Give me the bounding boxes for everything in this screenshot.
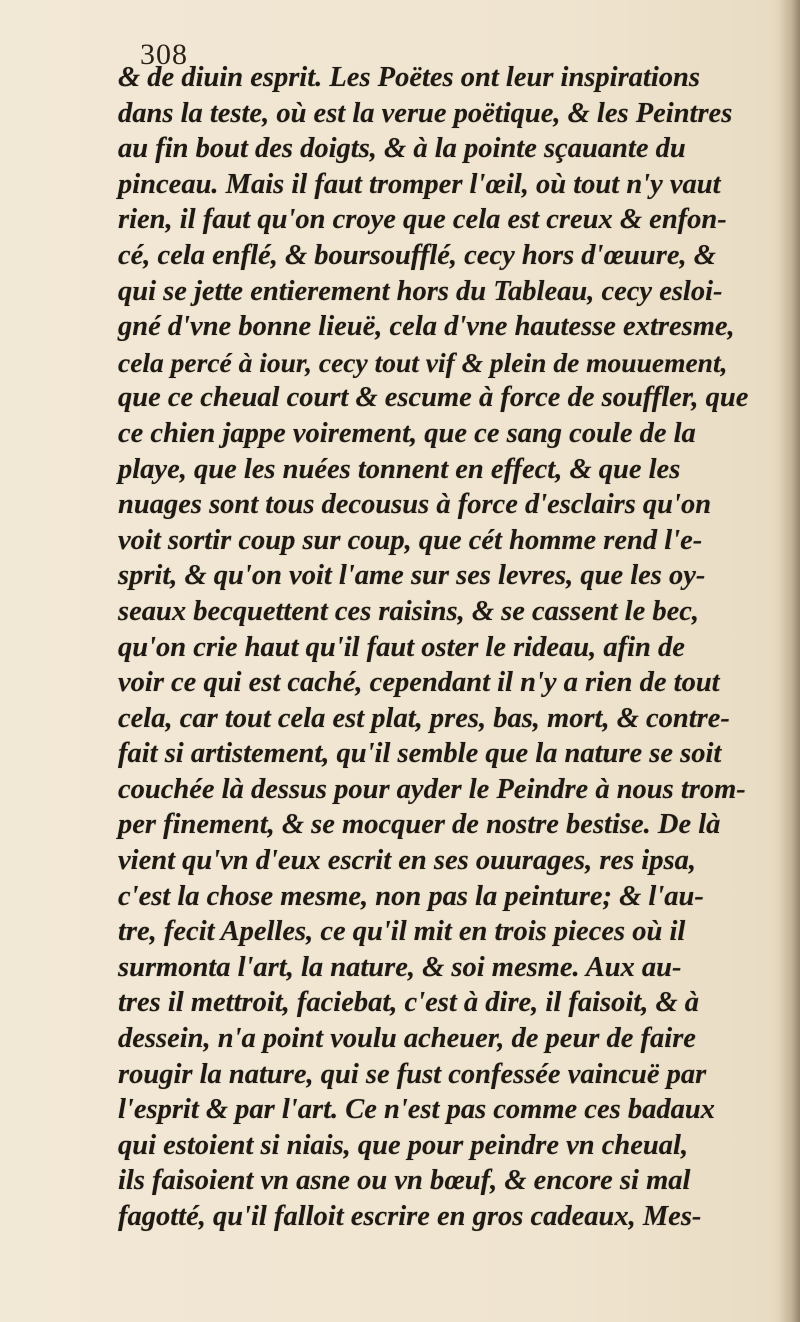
text-line: tre, fecit Apelles, ce qu'il mit en trois pieces où il	[118, 916, 686, 948]
text-line: sprit, & qu'on voit l'ame sur ses levres, que les oy-	[118, 560, 706, 592]
text-line: qui estoient si niais, que pour peindre vn cheual,	[118, 1129, 689, 1161]
text-line: ils faisoient vn asne ou vn bœuf, & encore si mal	[118, 1165, 691, 1197]
text-line: fait si artistement, qu'il semble que la nature se soit	[118, 738, 722, 770]
text-line: dans la teste, où est la verue poëtique, & les Peintres	[118, 97, 733, 129]
text-line: cé, cela enflé, & boursoufflé, cecy hors d'œuure, &	[118, 239, 716, 271]
text-line: couchée là dessus pour ayder le Peindre à nous trom-	[118, 773, 746, 805]
text-line: playe, que les nuées tonnent en effect, & que les	[118, 453, 681, 485]
text-line: voir ce qui est caché, cependant il n'y a rien de tout	[118, 667, 720, 699]
text-line: qui se jette entierement hors du Tableau, cecy esloi-	[118, 275, 723, 307]
text-line: rien, il faut qu'on croye que cela est creux & enfon-	[118, 204, 727, 236]
body-text	[118, 60, 788, 1235]
text-line: per finement, & se mocquer de nostre bestise. De là	[118, 809, 721, 841]
text-line: nuages sont tous decousus à force d'esclairs qu'on	[118, 489, 712, 521]
text-line: rougir la nature, qui se fust confessée vaincuë par	[118, 1058, 707, 1090]
text-line: vient qu'vn d'eux escrit en ses ouurages, res ipsa,	[118, 845, 696, 877]
text-line: ce chien jappe voirement, que ce sang coule de la	[118, 417, 696, 449]
text-line: pinceau. Mais il faut tromper l'œil, où tout n'y vaut	[118, 168, 721, 200]
text-line: dessein, n'a point voulu acheuer, de peur de faire	[118, 1023, 696, 1055]
text-line: gné d'vne bonne lieuë, cela d'vne hautesse extresme,	[118, 311, 735, 343]
text-line: que ce cheual court & escume à force de souffler, que	[118, 382, 749, 414]
text-line: fagotté, qu'il falloit escrire en gros cadeaux, Mes-	[118, 1201, 702, 1232]
text-line: au fin bout des doigts, & à la pointe sçauante du	[118, 133, 686, 165]
text-line: qu'on crie haut qu'il faut oster le rideau, afin de	[118, 631, 685, 663]
text-line: tres il mettroit, faciebat, c'est à dire, il faisoit, & à	[118, 987, 700, 1019]
text-line: surmonta l'art, la nature, & soi mesme. Aux au-	[118, 951, 682, 983]
text-line: l'esprit & par l'art. Ce n'est pas comme ces badaux	[118, 1094, 715, 1126]
text-line: c'est la chose mesme, non pas la peinture; & l'au-	[118, 880, 704, 912]
text-line: & de diuin esprit. Les Poëtes ont leur inspirations	[118, 62, 700, 93]
text-line: seaux becquettent ces raisins, & se cassent le bec,	[118, 595, 700, 627]
text-line: voit sortir coup sur coup, que cét homme rend l'e-	[118, 524, 703, 556]
text-line: cela, car tout cela est plat, pres, bas, mort, & contre-	[118, 702, 730, 734]
page-number: 308	[140, 38, 188, 71]
text-line: cela percé à iour, cecy tout vif & plein de mouuement,	[118, 346, 728, 378]
